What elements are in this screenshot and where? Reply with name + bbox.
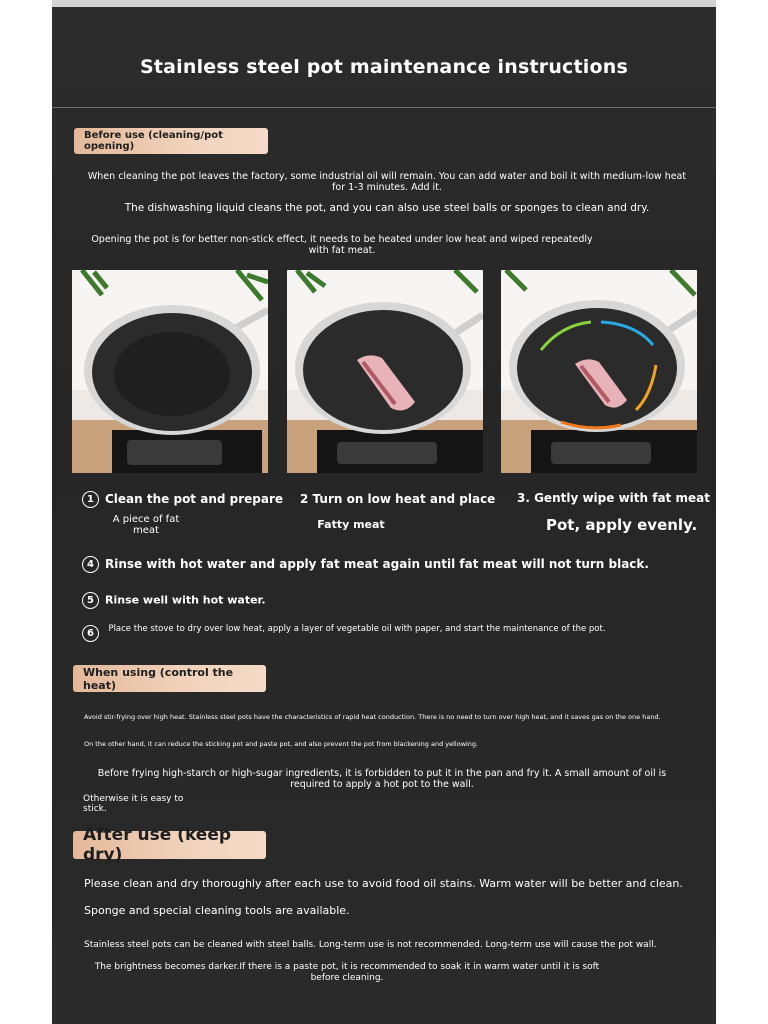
before-use-header: Before use (cleaning/pot opening) bbox=[74, 128, 268, 154]
page-title: Stainless steel pot maintenance instructions bbox=[139, 56, 629, 78]
when-using-header: When using (control the heat) bbox=[73, 665, 266, 692]
step-4: 4 Rinse with hot water and apply fat meat again until fat meat will not turn black. bbox=[82, 556, 649, 573]
using-paragraph-4: Otherwise it is easy to stick. bbox=[83, 794, 184, 814]
step-6-number: 6 bbox=[82, 625, 99, 642]
instruction-panel bbox=[52, 0, 716, 1024]
using-paragraph-2: On the other hand, it can reduce the sticking pot and paste pot, and also prevent the pot from blackening and yellowing. bbox=[84, 740, 479, 748]
step-2-subtitle: Fatty meat bbox=[317, 518, 385, 531]
using-paragraph-3: Before frying high-starch or high-sugar ingredients, it is forbidden to put it in the pan and fry it. A small amount of oil is required to apply a hot pot to the wall. bbox=[97, 768, 667, 791]
before-paragraph-3: Opening the pot is for better non-stick effect, it needs to be heated under low heat and wiped repeatedly with fat meat. bbox=[91, 234, 593, 257]
title-divider bbox=[52, 107, 716, 108]
before-paragraph-2: The dishwashing liquid cleans the pot, and you can also use steel balls or sponges to clean and dry. bbox=[124, 202, 650, 214]
before-paragraph-1: When cleaning the pot leaves the factory, some industrial oil will remain. You can add water and boil it with medium-low heat for 1-3 minutes. Add it. bbox=[87, 171, 687, 194]
photo-empty-pot bbox=[72, 270, 268, 473]
step-1-number: 1 bbox=[82, 491, 99, 508]
step-5: 5 Rinse well with hot water. bbox=[82, 592, 266, 609]
step-3-title: 3. Gently wipe with fat meat bbox=[517, 491, 710, 505]
after-use-header: After use (keep dry) bbox=[73, 831, 266, 859]
using-paragraph-1: Avoid stir-frying over high heat. Stainless steel pots have the characteristics of rapid heat conduction. There is no need to turn over high heat, and it saves gas on the one hand. bbox=[84, 713, 661, 721]
photo-wiping-pot bbox=[501, 270, 697, 473]
step-1-subtitle: A piece of fat meat bbox=[112, 514, 180, 536]
step-4-number: 4 bbox=[82, 556, 99, 573]
step-3-subtitle: Pot, apply evenly. bbox=[546, 516, 698, 534]
step-5-number: 5 bbox=[82, 592, 99, 609]
after-paragraph-2: Sponge and special cleaning tools are available. bbox=[84, 904, 350, 917]
step-6-text: Place the stove to dry over low heat, apply a layer of vegetable oil with paper, and start the maintenance of the pot. bbox=[108, 624, 606, 634]
step-1-title: 1 Clean the pot and prepare bbox=[82, 491, 283, 508]
step-2-title: 2 Turn on low heat and place bbox=[300, 492, 496, 506]
photo-pot-with-meat bbox=[287, 270, 483, 473]
after-paragraph-4: The brightness becomes darker.If there is a paste pot, it is recommended to soak it in warm water until it is soft before cleaning. bbox=[94, 962, 600, 983]
after-paragraph-1: Please clean and dry thoroughly after each use to avoid food oil stains. Warm water will be better and clean. bbox=[84, 877, 683, 890]
top-strip bbox=[52, 0, 716, 7]
after-paragraph-3: Stainless steel pots can be cleaned with steel balls. Long-term use is not recommended. Long-term use will cause the pot wall. bbox=[84, 940, 657, 950]
